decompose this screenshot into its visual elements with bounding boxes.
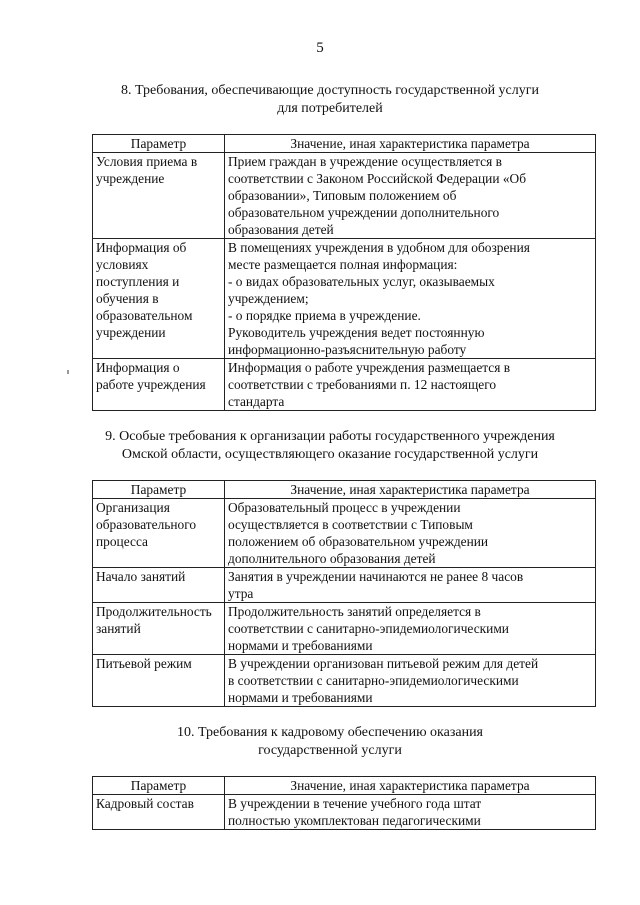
value-line: Руководитель учреждения ведет постоянную xyxy=(228,325,485,340)
column-header-parameter: Параметр xyxy=(93,481,225,499)
value-line: образовании», Типовым положением об xyxy=(228,188,457,203)
value-line: нормами и требованиями xyxy=(228,690,373,705)
value-line: В помещениях учреждения в удобном для обозрения xyxy=(228,240,530,255)
value-line: осуществляется в соответствии с Типовым xyxy=(228,517,473,532)
table-row xyxy=(93,359,596,411)
value-line: месте размещается полная информация: xyxy=(228,257,458,272)
table-row xyxy=(93,499,596,568)
column-header-parameter: Параметр xyxy=(93,135,225,153)
value-line: полностью укомплектован педагогическими xyxy=(228,813,481,828)
table-row xyxy=(93,795,596,830)
table-header-row xyxy=(93,777,596,795)
row-parameter: Питьевой режим xyxy=(93,655,225,707)
value-line: образования детей xyxy=(228,222,334,237)
value-line: соответствии с санитарно-эпидемиологическими xyxy=(228,621,509,636)
row-parameter: Организация образовательного процесса xyxy=(93,499,225,568)
column-header-parameter: Параметр xyxy=(93,777,225,795)
section-9-table xyxy=(92,480,596,707)
row-value xyxy=(225,795,596,830)
section-8-heading xyxy=(60,82,600,118)
value-line: В учреждении организован питьевой режим для детей xyxy=(228,656,539,671)
section-9-heading xyxy=(60,428,600,464)
value-line: Информация о работе учреждения размещается в xyxy=(228,360,511,375)
row-value xyxy=(225,499,596,568)
value-line: нормами и требованиями xyxy=(228,638,373,653)
value-line: В учреждении в течение учебного года штат xyxy=(228,796,482,811)
table-header-row xyxy=(93,481,596,499)
scan-mark xyxy=(67,370,69,374)
value-line: Продолжительность занятий определяется в xyxy=(228,604,481,619)
value-line: информационно-разъяснительную работу xyxy=(228,342,467,357)
value-line: Занятия в учреждении начинаются не ранее 8 часов xyxy=(228,569,524,584)
table-header-row xyxy=(93,135,596,153)
value-line: положением об образовательном учреждении xyxy=(228,534,489,549)
value-line: Образовательный процесс в учреждении xyxy=(228,500,461,515)
column-header-value: Значение, иная характеристика параметра xyxy=(225,777,596,795)
value-line: образовательном учреждении дополнительного xyxy=(228,205,500,220)
row-value xyxy=(225,153,596,239)
row-parameter: Кадровый состав xyxy=(93,795,225,830)
section-9-heading-line-1: 9. Особые требования к организации работы государственного учреждения xyxy=(105,429,555,444)
value-line: Прием граждан в учреждение осуществляется в xyxy=(228,154,502,169)
section-10-heading xyxy=(60,724,600,760)
row-parameter: Продолжительность занятий xyxy=(93,603,225,655)
table-row xyxy=(93,655,596,707)
value-line: соответствии с требованиями п. 12 настоящего xyxy=(228,377,497,392)
table-row xyxy=(93,153,596,239)
row-parameter: Информация об условиях поступления и обучения в образовательном учреждении xyxy=(93,239,225,359)
row-value xyxy=(225,655,596,707)
value-line: - о видах образовательных услуг, оказываемых xyxy=(228,274,495,289)
row-value xyxy=(225,239,596,359)
page-number: 5 xyxy=(316,40,324,56)
row-value xyxy=(225,568,596,603)
section-10-heading-line-2: государственной услуги xyxy=(258,743,402,758)
row-value xyxy=(225,359,596,411)
value-line: учреждением; xyxy=(228,291,309,306)
row-parameter: Условия приема в учреждение xyxy=(93,153,225,239)
table-row xyxy=(93,239,596,359)
value-line: стандарта xyxy=(228,394,285,409)
row-parameter: Информация о работе учреждения xyxy=(93,359,225,411)
section-8-table xyxy=(92,134,596,411)
table-row xyxy=(93,568,596,603)
value-line: - о порядке приема в учреждение. xyxy=(228,308,421,323)
value-line: в соответствии с санитарно-эпидемиологическими xyxy=(228,673,519,688)
section-10-heading-line-1: 10. Требования к кадровому обеспечению оказания xyxy=(177,725,483,740)
value-line: дополнительного образования детей xyxy=(228,551,436,566)
column-header-value: Значение, иная характеристика параметра xyxy=(225,481,596,499)
section-10-table xyxy=(92,776,596,830)
value-line: соответствии с Законом Российской Федерации «Об xyxy=(228,171,527,186)
section-8-heading-line-2: для потребителей xyxy=(277,101,383,116)
column-header-value: Значение, иная характеристика параметра xyxy=(225,135,596,153)
row-parameter: Начало занятий xyxy=(93,568,225,603)
value-line: утра xyxy=(228,586,254,601)
table-row xyxy=(93,603,596,655)
section-9-heading-line-2: Омской области, осуществляющего оказание государственной услуги xyxy=(121,447,539,462)
section-8-heading-line-1: 8. Требования, обеспечивающие доступность государственной услуги xyxy=(121,83,539,98)
row-value xyxy=(225,603,596,655)
